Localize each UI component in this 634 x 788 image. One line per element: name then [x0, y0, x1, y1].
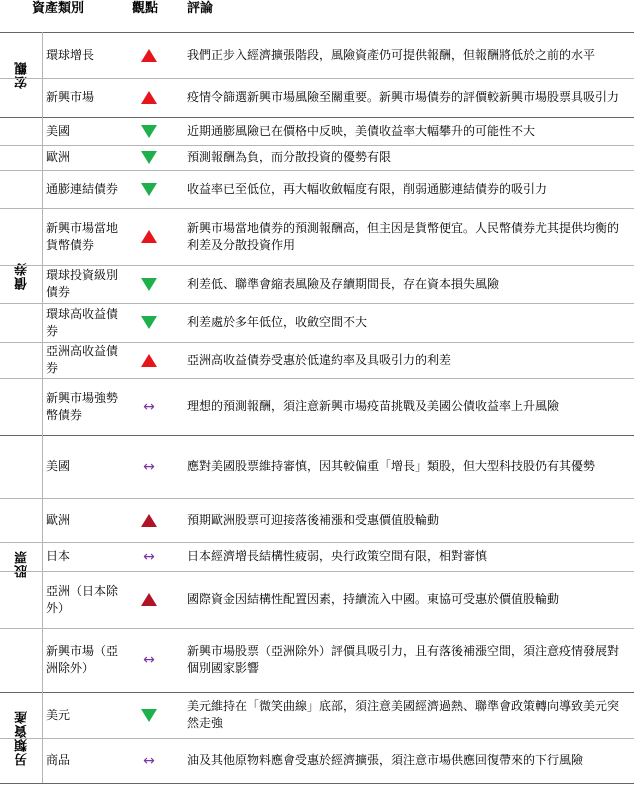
view-cell [132, 692, 166, 738]
neutral-arrow-icon: ↔ [143, 398, 155, 415]
asset-name: 美國 [46, 123, 71, 138]
header-comment: 評論 [187, 1, 214, 16]
header-asset-class: 資產類別 [32, 1, 85, 16]
view-cell [132, 265, 166, 303]
asset-name: 通膨連結債券 [46, 181, 119, 196]
group-column-divider [42, 32, 43, 117]
group-column-divider [42, 435, 43, 692]
asset-name: 亞洲高收益債券 [46, 344, 119, 375]
up-trend-icon [141, 593, 157, 606]
down-trend-icon [141, 151, 157, 164]
asset-name: 歐洲 [46, 150, 71, 164]
view-cell [132, 628, 166, 692]
group-label: 債券 [14, 262, 30, 290]
comment-text: 新興市場當地債券的預測報酬高，但主因是貨幣便宜。人民幣債券尤其提供均衡的利差及分散投資作用 [187, 220, 620, 252]
comment-text: 國際資金因結構性配置因素，持續流入中國。東協可受惠於價值股輪動 [187, 592, 560, 606]
view-cell [132, 78, 166, 117]
group-divider [0, 783, 634, 784]
down-trend-icon [141, 183, 157, 196]
down-trend-icon [141, 316, 157, 329]
asset-name: 新興市場 [46, 90, 95, 104]
comment-text: 預期歐洲股票可迎接落後補漲和受惠價值股輪動 [187, 512, 440, 527]
up-trend-icon [141, 230, 157, 243]
view-cell [132, 303, 166, 342]
comment-text: 亞洲高收益債券受惠於低違約率及具吸引力的利差 [187, 352, 452, 367]
view-cell [132, 435, 166, 498]
up-trend-icon [141, 49, 157, 62]
asset-name: 歐洲 [46, 512, 71, 527]
group-label: 宏觀 [14, 60, 30, 89]
view-cell [132, 32, 166, 78]
view-cell [132, 342, 166, 378]
asset-name: 日本 [46, 549, 71, 563]
down-trend-icon [141, 125, 157, 138]
header-view: 觀點 [132, 1, 159, 16]
comment-text: 近期通膨風險已在價格中反映，美債收益率大幅攀升的可能性不大 [187, 123, 536, 138]
comment-text: 日本經濟增長結構性疲弱，央行政策空間有限，相對審慎 [187, 549, 488, 563]
comment-text: 理想的預測報酬，須注意新興市場疫苗挑戰及美國公債收益率上升風險 [187, 399, 560, 413]
asset-name: 美國 [46, 459, 71, 473]
comment-text: 利差處於多年低位，收斂空間不大 [187, 315, 368, 329]
view-cell [132, 170, 166, 208]
group-label-wrapper [8, 32, 36, 117]
up-trend-icon [141, 514, 157, 527]
neutral-arrow-icon: ↔ [143, 752, 155, 769]
asset-name: 新興市場當地貨幣債券 [46, 220, 119, 252]
comment-text: 預測報酬為負，而分散投資的優勢有限 [187, 150, 392, 164]
view-cell [132, 738, 166, 783]
neutral-arrow-icon: ↔ [143, 652, 155, 668]
asset-name: 新興市場（亞洲除外） [46, 644, 119, 675]
up-trend-icon [141, 91, 157, 104]
asset-name: 環球高收益債券 [46, 306, 119, 338]
down-trend-icon [141, 278, 157, 291]
down-trend-icon [141, 709, 157, 722]
view-cell [132, 571, 166, 628]
view-cell [132, 208, 166, 265]
comment-text: 疫情令篩選新興市場風險至關重要。新興市場債券的評價較新興市場股票具吸引力 [187, 90, 620, 104]
comment-text: 新興市場股票（亞洲除外）評價具吸引力，且有落後補漲空間，須注意疫情發展對個別國家影響 [187, 644, 620, 675]
asset-name: 亞洲（日本除外） [46, 583, 119, 615]
comment-text: 油及其他原物料應會受惠於經濟擴張，須注意市場供應回復帶來的下行風險 [187, 753, 584, 767]
group-label: 股票 [14, 549, 30, 578]
view-cell [132, 498, 166, 542]
view-cell [132, 378, 166, 435]
view-cell [132, 117, 166, 145]
asset-name: 美元 [46, 707, 71, 722]
comment-text: 我們正步入經濟擴張階段，風險資產仍可提供報酬，但報酬將低於之前的水平 [187, 47, 596, 62]
group-label-wrapper [8, 117, 36, 435]
comment-text: 應對美國股票維持審慎，因其較偏重「增長」類股，但大型科技股仍有其優勢 [187, 459, 596, 473]
view-cell [132, 542, 166, 571]
group-column-divider [42, 117, 43, 435]
comment-text: 美元維持在「微笑曲線」底部，須注意美國經濟過熱、聯準會政策轉向導致美元突然走強 [187, 699, 620, 730]
asset-name: 商品 [46, 753, 71, 767]
view-cell [132, 145, 166, 170]
neutral-arrow-icon: ↔ [143, 458, 155, 475]
up-trend-icon [141, 354, 157, 367]
neutral-arrow-icon: ↔ [143, 548, 155, 565]
asset-name: 環球增長 [46, 47, 95, 62]
comment-text: 收益率已至低位，再大幅收斂幅度有限，削弱通膨連結債券的吸引力 [187, 181, 548, 196]
group-label-wrapper [8, 435, 36, 692]
comment-text: 利差低、聯準會縮表風險及存續期間長，存在資本損失風險 [187, 276, 500, 291]
group-label: 另類資產 [14, 709, 30, 766]
asset-name: 新興市場強勢幣債券 [46, 390, 119, 422]
asset-name: 環球投資級別債券 [46, 268, 119, 299]
